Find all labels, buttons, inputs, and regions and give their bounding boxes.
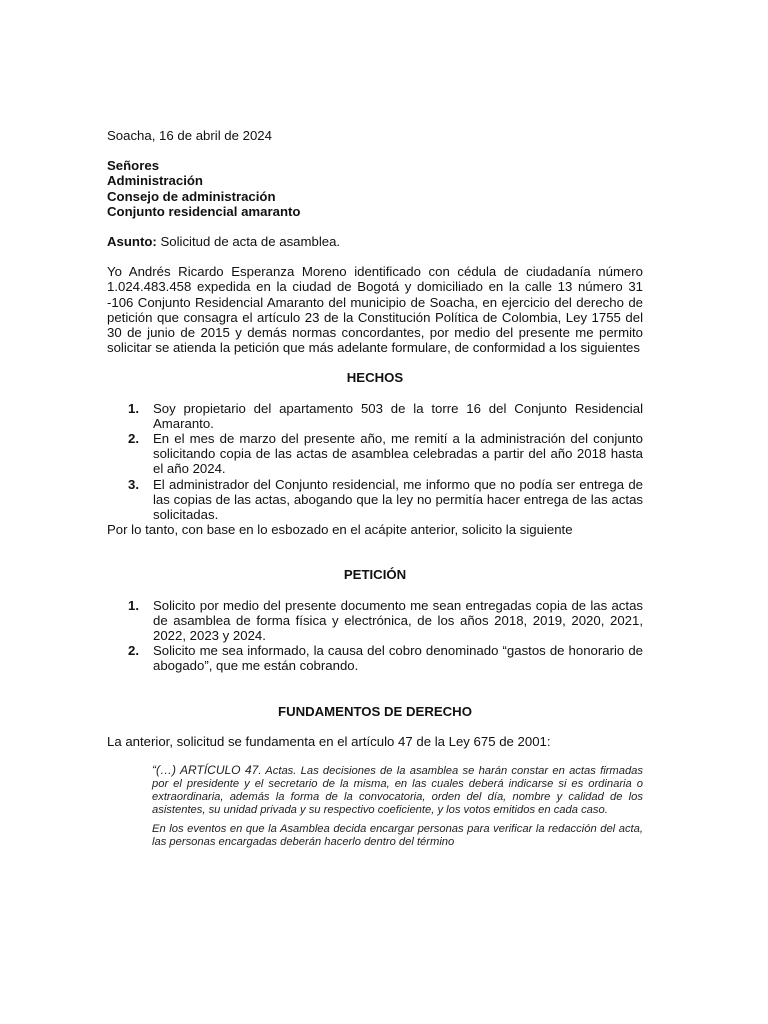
recipient-line: Consejo de administración [107, 188, 276, 204]
recipient-line: Señores [107, 158, 160, 174]
hechos-list [107, 401, 643, 523]
quote-text: . Actas. Las decisiones de la asamblea se harán constar en actas firmadas por el presidente y el secretario de la misma, en las cuales deberá indicarse si es ordinaria o extraordinaria, además la forma de la convocatoria, orden del día, nombre y calidad de los asistentes, su unidad privada y su respectivo coeficiente, y los votos emitidos en cada caso. [152, 765, 643, 817]
list-item [107, 643, 643, 673]
subject-line [107, 234, 643, 249]
subject-label: Asunto: [107, 234, 157, 250]
list-item [107, 598, 643, 644]
item-text: Soy propietario del apartamento 503 de la torre 16 del Conjunto Residencial Amaranto. [153, 400, 643, 431]
list-item [107, 431, 643, 477]
item-text: El administrador del Conjunto residencial, me informo que no podía ser entrega de las copias de las actas, abogando que la ley no permitía hacer entrega de las actas solicitadas. [153, 476, 643, 523]
article-label: ARTÍCULO 47 [180, 763, 259, 778]
item-text: Solicito me sea informado, la causa del cobro denominado “gastos de honorario de abogado”, que me están cobrando. [153, 643, 643, 674]
letter-page [107, 128, 643, 855]
hechos-heading: HECHOS [346, 370, 404, 386]
quote-paragraph: En los eventos en que la Asamblea decida encargar personas para verificar la redacción del acta, las personas encargadas deberán hacerlo dentro del término [152, 823, 643, 849]
list-item [107, 477, 643, 523]
fundamentos-intro: La anterior, solicitud se fundamenta en el artículo 47 de la Ley 675 de 2001: [107, 733, 551, 749]
item-number: 2. [128, 643, 139, 659]
recipient-line: Conjunto residencial amaranto [107, 203, 301, 219]
recipient-line: Administración [107, 173, 203, 189]
item-text: Solicito por medio del presente documento me sean entregadas copia de las actas de asamblea de forma física y electrónica, de los años 2018, 2019, 2020, 2021, 2022, 2023 y 2024. [153, 597, 643, 644]
date-line: Soacha, 16 de abril de 2024 [107, 128, 272, 143]
item-number: 2. [128, 431, 139, 447]
item-number: 3. [128, 476, 139, 492]
intro-paragraph: Yo Andrés Ricardo Esperanza Moreno identificado con cédula de ciudadanía número 1.024.483.458 expedida en la ciudad de Bogotá y domiciliado en la calle 13 número 31 -106 Conjunto Residencial Amaranto del municipio de Soacha, en ejercicio del derecho de petición que consagra el artículo 23 de la Constitución Política de Colombia, Ley 1755 del 30 de junio de 2015 y demás normas concordantes, por medio del presente me permito solicitar se atienda la petición que más adelante formulare, de conformidad a los siguientes [107, 264, 643, 356]
peticion-list [107, 598, 643, 674]
item-number: 1. [128, 597, 139, 613]
peticion-heading: PETICIÓN [343, 567, 407, 583]
fundamentos-heading: FUNDAMENTOS DE DERECHO [278, 703, 472, 719]
legal-quote [152, 764, 643, 849]
list-item [107, 401, 643, 431]
quote-open: “(…) [152, 763, 181, 778]
subject-text: Solicitud de acta de asamblea. [156, 234, 341, 250]
item-number: 1. [128, 400, 139, 416]
recipients-block [107, 158, 643, 219]
conclusion-line: Por lo tanto, con base en lo esbozado en el acápite anterior, solicito la siguiente [107, 522, 573, 538]
item-text: En el mes de marzo del presente año, me remití a la administración del conjunto solicitando copia de las actas de asamblea celebradas a partir del año 2018 hasta el año 2024. [153, 431, 643, 477]
quote-paragraph [152, 764, 643, 817]
